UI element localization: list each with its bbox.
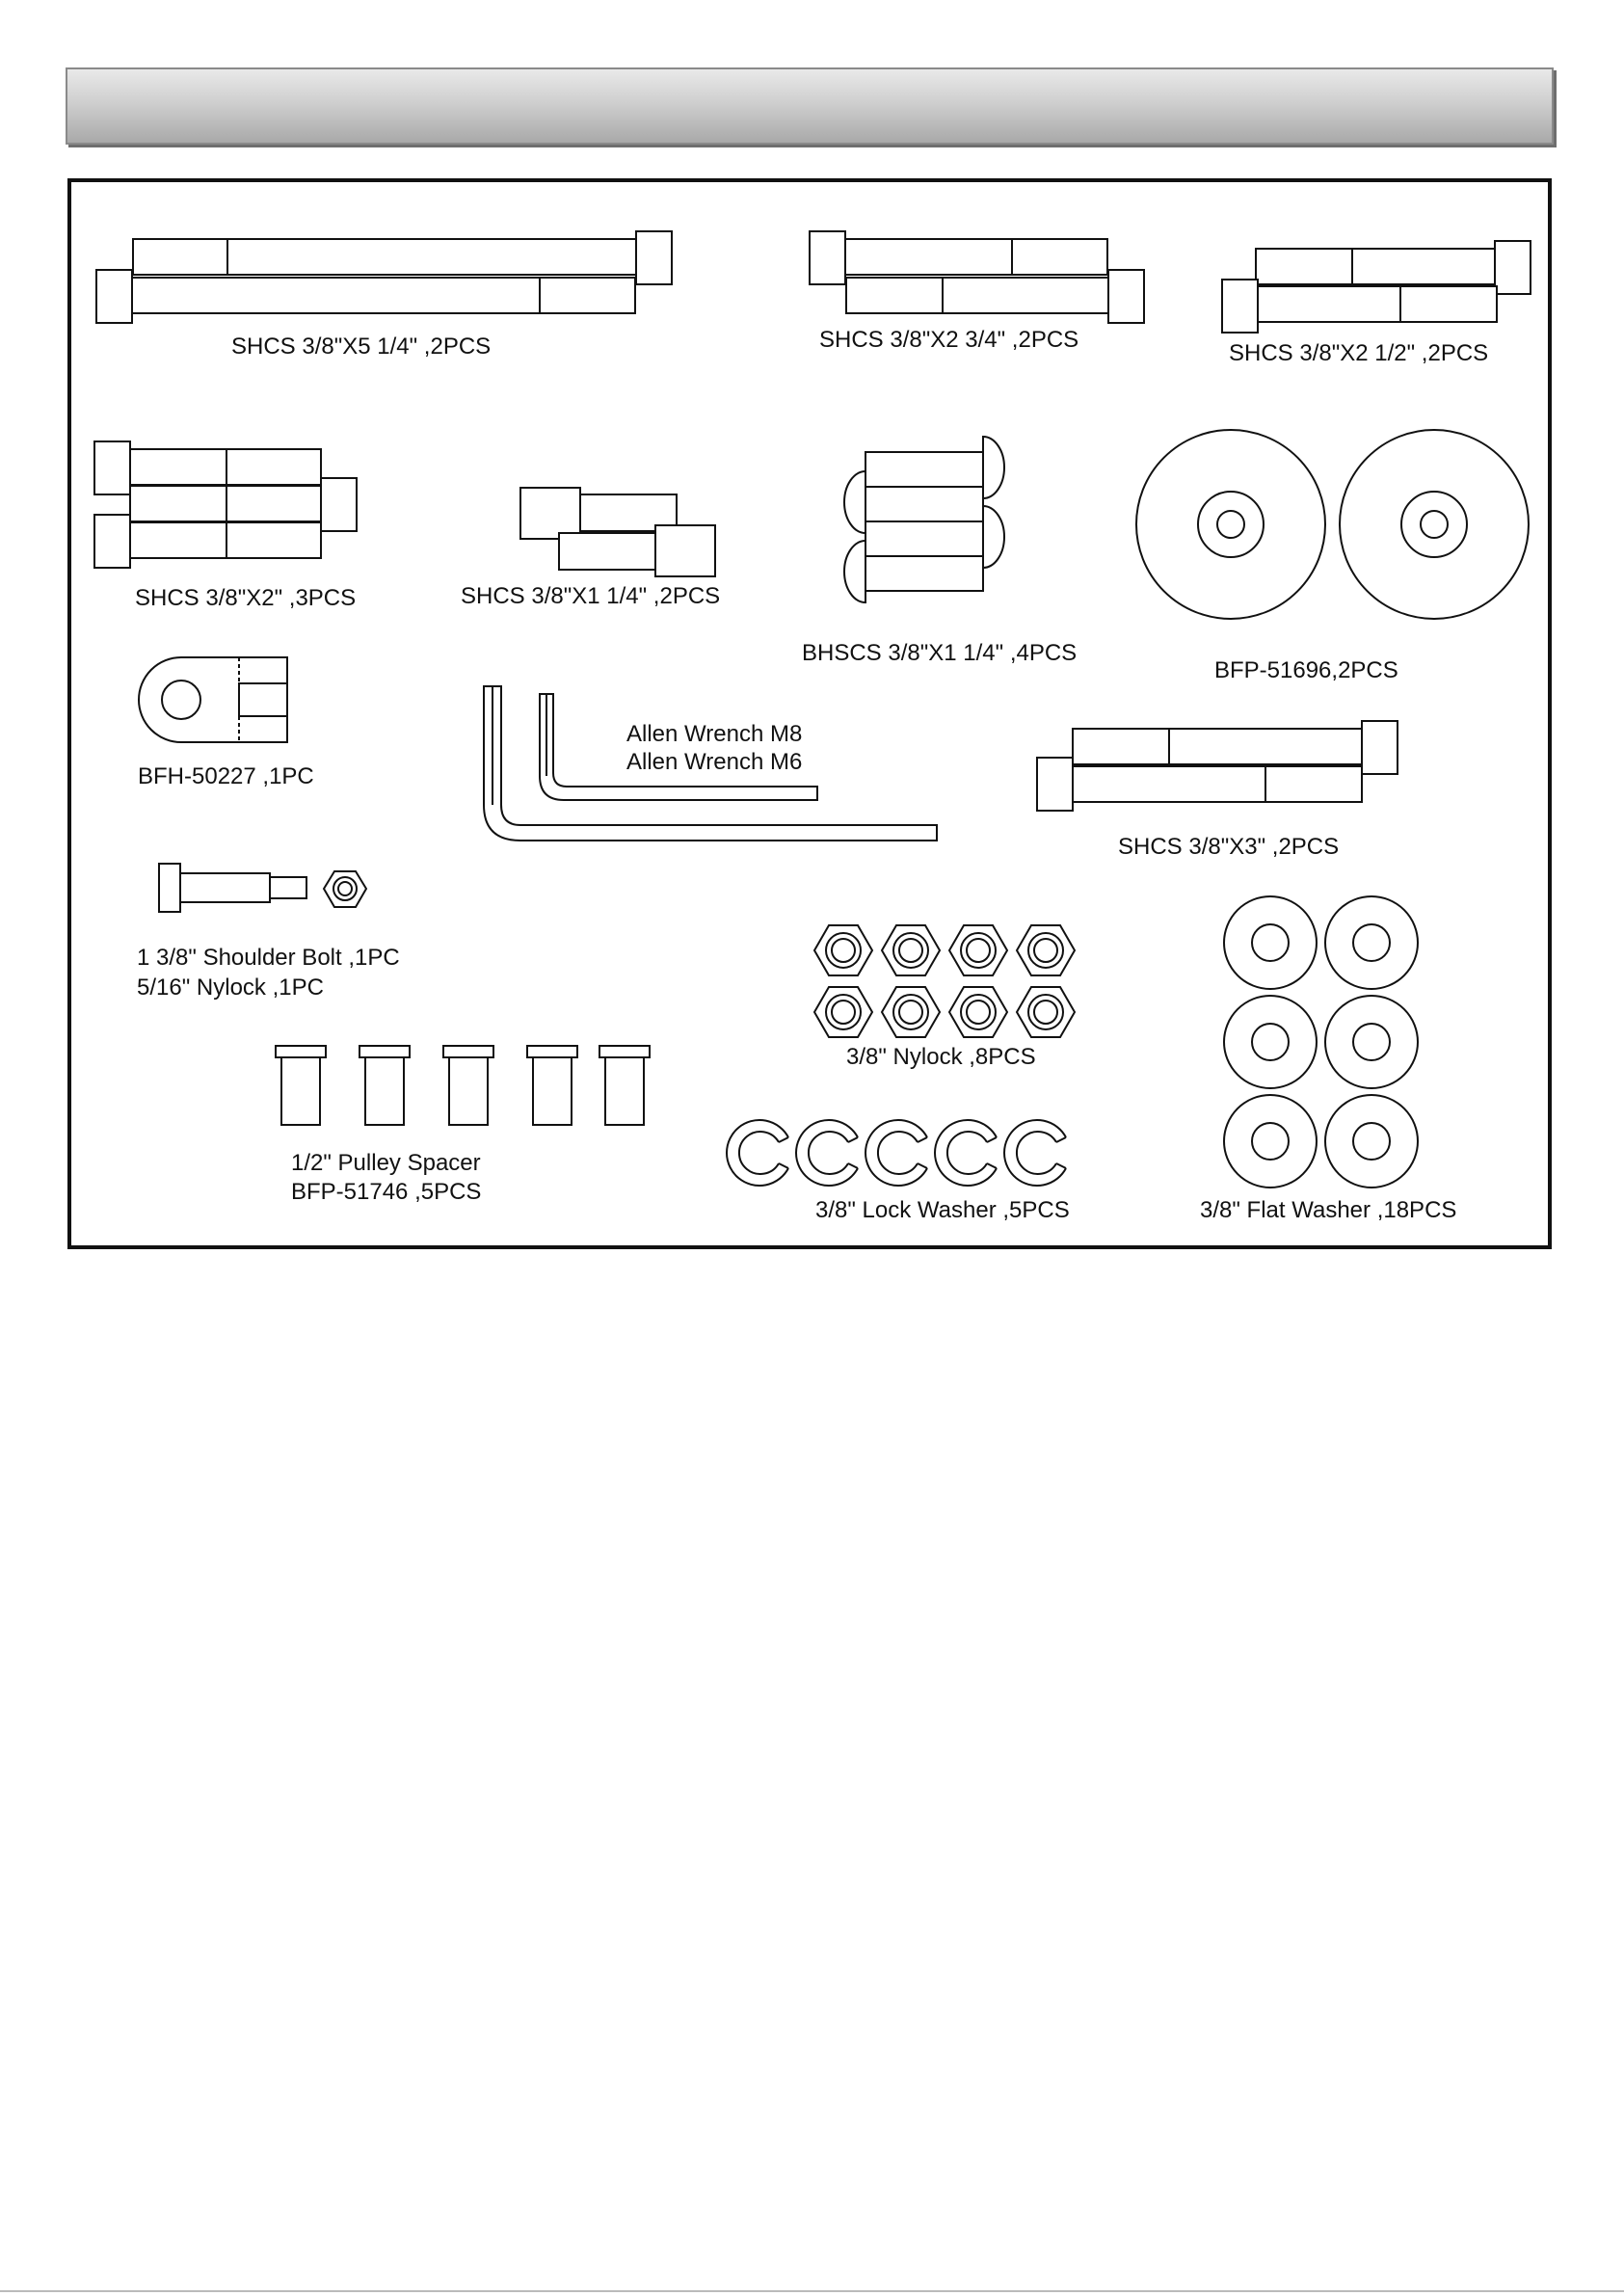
spacer-icon [599,1046,650,1125]
washer-icon [1325,996,1418,1088]
bolt-icon [1037,758,1362,811]
spacer-row [276,1046,650,1125]
label-shcs-1-1-4: SHCS 3/8"X1 1/4" ,2PCS [461,583,721,609]
bolt-icon [810,231,1107,284]
label-flat-washer: 3/8" Flat Washer ,18PCS [1200,1197,1457,1223]
bolt-icon [1222,280,1497,333]
bottom-rule [0,2290,1624,2292]
lock-washer-icon [727,1120,788,1186]
bolt-icon [559,525,715,576]
spacer-icon [276,1046,326,1125]
label-bfh-50227: BFH-50227 ,1PC [138,763,314,789]
label-shcs-3: SHCS 3/8"X3" ,2PCS [1118,834,1340,860]
washer-icon [1224,896,1317,989]
label-lock-washer: 3/8" Lock Washer ,5PCS [815,1197,1070,1223]
bolt-icon [846,270,1144,323]
spacer-icon [527,1046,577,1125]
disc-icon [1136,430,1325,619]
label-pulley-spacer: 1/2" Pulley Spacer [291,1150,481,1176]
bolt-icon [94,515,321,568]
label-shcs-2: SHCS 3/8"X2" ,3PCS [135,585,357,611]
label-shcs-5-1-4: SHCS 3/8"X5 1/4" ,2PCS [231,334,492,360]
hex-nut-icon [1017,925,1075,975]
lock-washer-icon [796,1120,858,1186]
hex-nut-icon [882,925,940,975]
shoulder-bolt-icon [159,864,306,912]
washer-icon [1224,996,1317,1088]
spacer-icon [443,1046,493,1125]
hex-nut-grid [814,925,1075,1037]
hex-nut-icon [814,987,872,1037]
label-allen-m8: Allen Wrench M8 [626,721,803,747]
label-bhscs-1-1-4: BHSCS 3/8"X1 1/4" ,4PCS [802,640,1078,666]
hex-nut-icon [1017,987,1075,1037]
label-shcs-2-1-2: SHCS 3/8"X2 1/2" ,2PCS [1229,340,1489,366]
label-pulley-spacer-part: BFP-51746 ,5PCS [291,1179,482,1205]
hex-nut-icon [949,925,1007,975]
label-bfp-51696: BFP-51696,2PCS [1214,657,1398,683]
bolt-icon [133,231,672,284]
label-shoulder-bolt: 1 3/8" Shoulder Bolt ,1PC [137,945,400,971]
lock-washer-icon [865,1120,927,1186]
hex-nut-icon [949,987,1007,1037]
label-shcs-2-3-4: SHCS 3/8"X2 3/4" ,2PCS [819,327,1079,353]
flat-washer-grid [1224,896,1418,1188]
spacer-icon [359,1046,410,1125]
washer-icon [1325,896,1418,989]
washer-icon [1224,1095,1317,1188]
bracket-icon [139,657,287,742]
lock-washer-icon [1004,1120,1066,1186]
label-allen-m6: Allen Wrench M6 [626,749,803,775]
hex-nut-icon [882,987,940,1037]
hex-nut-icon [324,871,366,907]
washer-icon [1325,1095,1418,1188]
lock-washer-row [727,1120,1066,1186]
disc-icon [1340,430,1529,619]
label-nylock-3-8: 3/8" Nylock ,8PCS [846,1044,1036,1070]
hex-nut-icon [814,925,872,975]
bolt-icon [520,488,677,539]
label-nylock-5-16: 5/16" Nylock ,1PC [137,974,324,1001]
lock-washer-icon [935,1120,997,1186]
bolt-icon [96,270,635,323]
